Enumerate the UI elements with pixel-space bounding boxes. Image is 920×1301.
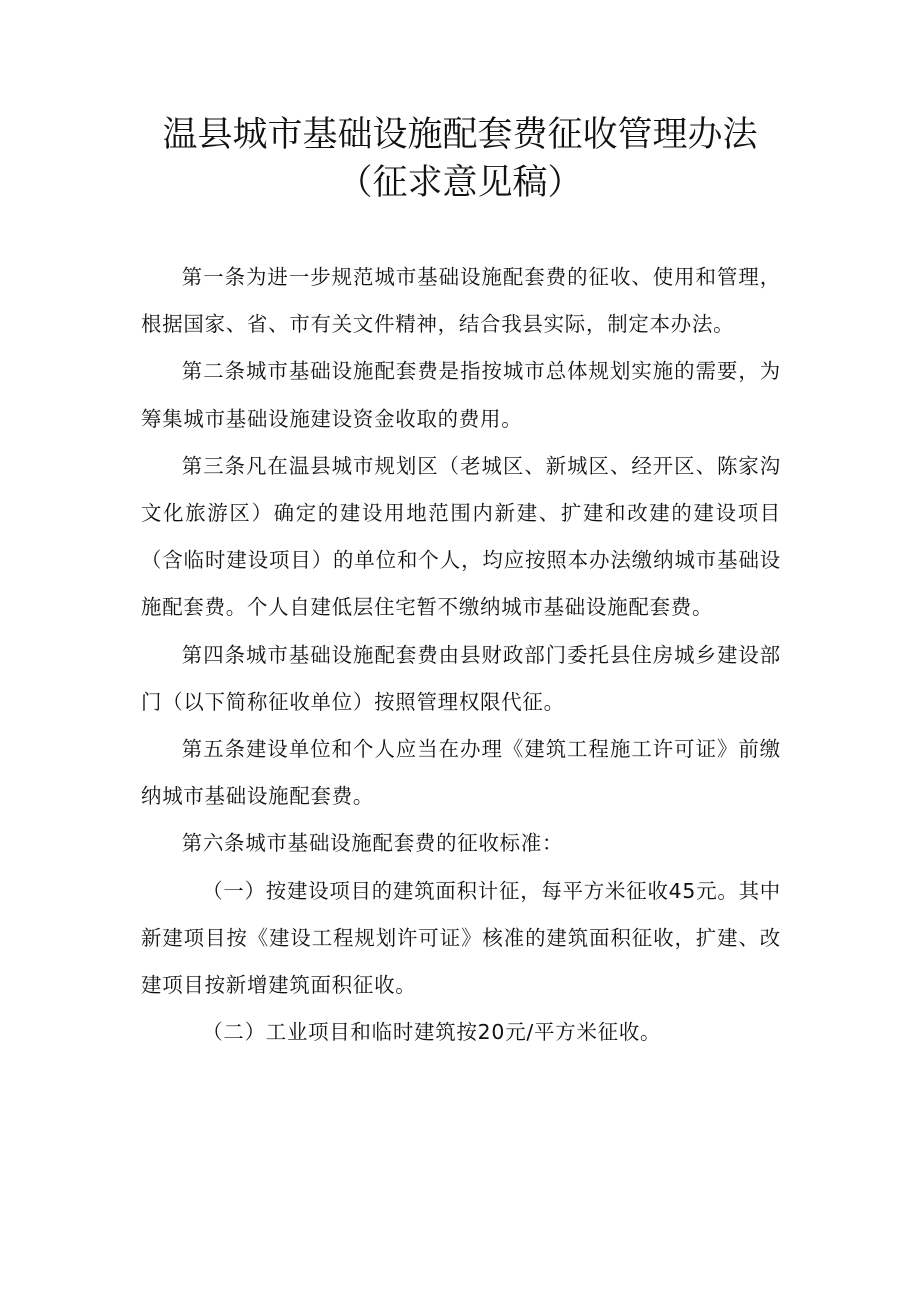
document-body: [141, 254, 781, 1056]
article-3-paragraph: 第三条凡在温县城市规划区（老城区、新城区、经开区、陈家沟文化旅游区）确定的建设用地范围内新建、扩建和改建的建设项目（含临时建设项目）的单位和个人，均应按照本办法缴纳城市基础设施配套费。个人自建低层住宅暂不缴纳城市基础设施配套费。: [141, 453, 781, 620]
article-6-paragraph: 第六条城市基础设施配套费的征收标准：: [181, 831, 564, 856]
article-2-paragraph: 第二条城市基础设施配套费是指按城市总体规划实施的需要，为筹集城市基础设施建设资金收取的费用。: [141, 359, 781, 431]
article-4-paragraph: 第四条城市基础设施配套费由县财政部门委托县住房城乡建设部门（以下简称征收单位）按照管理权限代征。: [141, 642, 781, 714]
document-subtitle: （征求意见稿）: [337, 163, 583, 203]
article-5-paragraph: 第五条建设单位和个人应当在办理《建筑工程施工许可证》前缴纳城市基础设施配套费。: [141, 737, 781, 809]
article-1-paragraph: 第一条为进一步规范城市基础设施配套费的征收、使用和管理，根据国家、省、市有关文件精神，结合我县实际，制定本办法。: [141, 265, 781, 337]
document-title: 温县城市基础设施配套费征收管理办法: [162, 115, 758, 155]
article-6-item-1-paragraph: （一）按建设项目的建筑面积计征，每平方米征收45元。其中新建项目按《建设工程规划许可证》核准的建筑面积征收，扩建、改建项目按新增建筑面积征收。: [141, 878, 781, 998]
article-6-item-2-paragraph: （二）工业项目和临时建筑按20元/平方米征收。: [202, 1020, 662, 1045]
